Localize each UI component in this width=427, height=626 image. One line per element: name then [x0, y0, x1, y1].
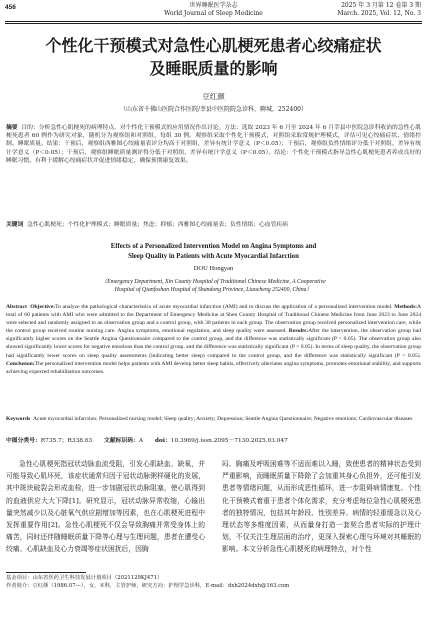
footnotes [6, 574, 421, 590]
journal-name-en: World Journal of Sleep Medicine [164, 10, 263, 17]
keywords-label: 关键词 [6, 222, 24, 228]
footnote-rule [6, 572, 86, 573]
clc-label: 中图分类号： [6, 438, 41, 444]
body-right-column: 闷、胸痛及呼吸困难等不适而难以入睡，致使患者的精神状态受到严重影响，而睡眠质量下降除了会加重其身心负担外，还可能引发患者等情绪问题，从而形成恶性循环，进一步阻碍病情康复。个性化干预模式着重于患者个体化需求，充分考虑每位急性心肌梗死患者的独特情况，包括其年龄段、性别差异、病情的轻重缓急以及心理状态等多维度因素，从而量身打造一套契合患者实际的护理计划，不仅关注生理层面的治疗，更深入探索心理与环境对其睡眠的影响。本文分析急性心肌梗死的病理特点，对个性 [222, 460, 421, 554]
title-line-1: 个性化干预模式对急性心肌梗死患者心绞痛症状 [45, 36, 382, 55]
affiliation-cn: （山东省千佛山医院合作医院/莘县中医院院急诊科，聊城，252400） [120, 106, 307, 113]
article-title-cn [0, 34, 427, 80]
doi-label: doi： [154, 438, 171, 444]
journal-name-cn: 世界睡眠医学杂志 [189, 2, 238, 9]
doc-code-label: 文献标识码： [104, 438, 139, 444]
en-affil-line-2: Hospital of Qianfoshan Hospital of Shandong Province, Liaocheng 252400, China） [114, 287, 313, 294]
article-title-en [0, 242, 427, 261]
abstract-text: 目的：分析急性心肌梗死的病理特点，对个性化干预模式的应用情况作出讨论。方法：选取 2023 年 6 月至 2024 年 6 月莘县中医院急诊科收治的急性心肌梗死患者 60 例作为研究对象，随机分为观察组和对照组，每组 30 例。观察组采取个性化干预模式，对照组采取常规护理模式，评估可见心绞痛症状、情绪控制、睡眠质量。结果：干预后，观察组西雅图心绞痛量表评分均高于对照组，差异有统计学意义（P＜0.05）；干预后，观察组负性情绪评分低于对照组，差异有统计学意义（P＜0.05）；干预后，观察组睡眠质量测评得分低于对照组，差异有统计学意义（P＜0.05）。结论：个性化干预模式指导急性心肌梗死患者养成良好的睡眠习惯，有利于缓解心绞痛症状并促进情绪稳定，确保预期康复效果。 [6, 125, 422, 164]
header-rule-thin [5, 23, 422, 24]
abstract-cn [6, 124, 421, 165]
affiliation-en [0, 278, 427, 295]
objective-label: Objective: [30, 304, 56, 310]
header-rule [5, 21, 422, 22]
conclusion-label: Conclusion: [6, 360, 35, 367]
en-title-line-1: Effects of a Personalized Intervention Model on Angina Symptoms and [110, 243, 317, 250]
keywords-cn [6, 221, 421, 229]
en-title-line-2: Sleep Quality in Patients with Acute Myocardial Infarction [128, 252, 299, 260]
en-abstract-label: Abstract [6, 304, 27, 310]
issue-en: March. 2025, Vol. 12, No. 3 [337, 10, 421, 17]
body-left-column: 急性心肌梗死指冠状动脉血流受阻，引发心肌缺血、缺氧，并可能导致心肌坏死，该症状通常归因于冠状动脉粥样硬化的发展，其中斑块破裂会形成血栓，进一步加剧冠状动脉阻塞，使心肌得到的血液供应大大下降[1]。研究显示，冠状动脉异常收缩，心输出量突然减少以及心脏氧气供应剧增加等因素，也在心肌梗死进程中发挥重要作用[2]。急性心肌梗死不仅会导致胸痛并常受身体上的痛苦，同时还伴随睡眠质量下降等心理与生理问题，患者在遭受心绞痛、心肌缺血及心力衰竭等症状困扰后，因胸 [6, 460, 205, 554]
methods-text: A total of 60 patients with AMI who were admitted to the Department of Emergency Medicine at Shen County Hospital of Traditional Chinese Medicine from June 2023 to June 2024 were selected and randomly assigned to an observation group and a control group, with 30 patients in each group. The observation group received personalized intervention care, while the control group received routine nursing care. Angina symptoms, emotional regulation, and sleep quality were assessed. [6, 304, 421, 335]
en-affil-line-1: （Emergency Department, Xin County Hospital of Traditional Chinese Medicine, A Cooperative [101, 279, 326, 285]
doi-value: 10.3969/j.issn.2095－7130.2025.03.047 [170, 438, 288, 444]
objective-text: To analyze the pathological characteristics of acute myocardial infarction (AMI) and to discuss the application of a personalized intervention model. [55, 304, 393, 310]
doc-code-value: A [138, 438, 144, 444]
keywords-text: 急性心肌梗死；个性化护理模式；睡眠质量；焦虑；抑郁；西雅图心绞痛量表；负性情绪；心血管疾病 [27, 222, 288, 228]
page-number: 456 [5, 4, 16, 11]
issue-cn: 2025 年 3 月第 12 卷第 3 期 [341, 2, 421, 9]
methods-label: Methods: [394, 304, 417, 310]
conclusion-text: The personalized intervention model helps patients with AMI develop better sleep habits, effectively alleviates angina symptoms, promotes emotional stability, and supports achieving expected rehabilitation outcomes. [6, 360, 421, 375]
title-line-2: 及睡眠质量的影响 [149, 59, 278, 78]
en-keywords-text: Acute myocardial infarction; Personalized nursing model; Sleep quality; Anxiety; Depression; Seattle Angina Questionnaire; Negative emotions; Cardiovascular diseases [33, 416, 413, 422]
results-text: After the intervention, the observation group had significantly higher scores on the Seattle Angina Questionnaire compared to the control group, and the difference was statistically significant (P < 0.05). The observation group also showed significantly lower scores for negative emotions than the control group, and the difference was statistically significant (P < 0.05). In terms of sleep quality, the observation group had significantly lower scores on sleep quality assessments (indicating better sleep) compared to the control group, and the difference was statistically significant (P < 0.05). [6, 328, 421, 359]
keywords-en [6, 415, 421, 423]
issue-info [337, 2, 421, 18]
classification-line [6, 435, 421, 444]
results-label: Results: [288, 328, 309, 335]
clc-value: R735.7；R338.63 [40, 438, 93, 444]
en-keywords-label: Keywords [6, 416, 31, 422]
abstract-en [6, 303, 421, 376]
abstract-label: 摘要 [6, 125, 18, 131]
funding-note: 基金项目：山东省医药卫生科技发展计划项目（2021129KJ471） [6, 575, 163, 581]
author-en: DOU Hongyan [193, 265, 234, 272]
author-cn: 豆红颜 [202, 92, 225, 101]
author-bio-note: 作者简介：豆红颜（1986.07—），女，本科，主管护师，研究方向：护理学急诊科，E-mail：dxh2024dxh@163.com [6, 583, 290, 589]
